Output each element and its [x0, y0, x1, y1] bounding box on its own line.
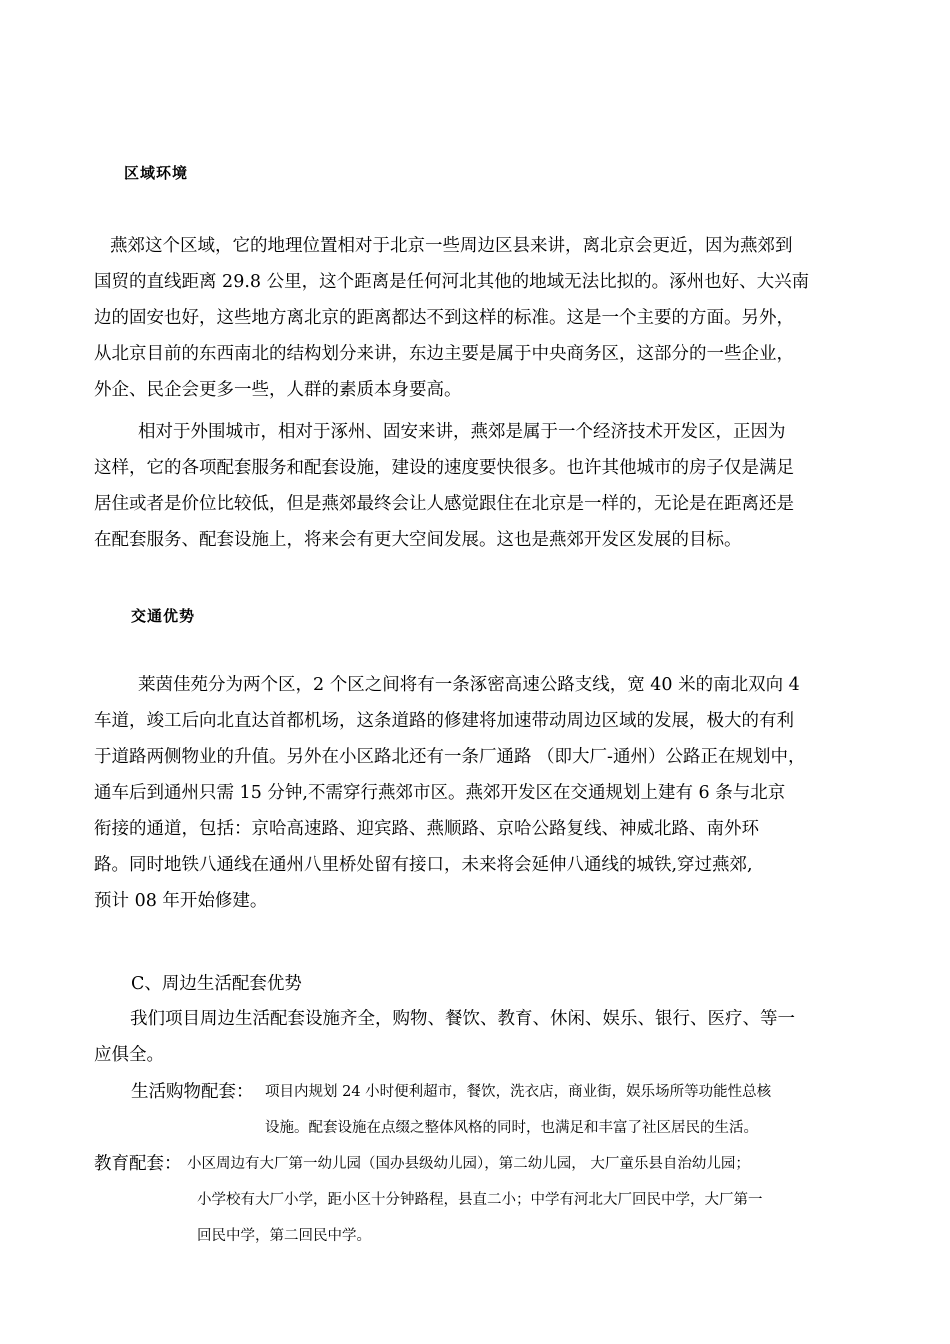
section-heading-region: 区域环境	[124, 164, 189, 182]
section-heading-traffic: 交通优势	[131, 607, 196, 625]
education-line-2: 小学校有大厂小学，距小区十分钟路程，县直二小；中学有河北大厂回民中学，大厂第一	[197, 1192, 763, 1208]
text-line: 边的固安也好，这些地方离北京的距离都达不到这样的标准。这是一个主要的方面。另外，	[94, 308, 794, 328]
text-line: 国贸的直线距离 29.8 公里，这个距离是任何河北其他的地域无法比拟的。涿州也好、大兴南	[94, 272, 810, 292]
text-line: 居住或者是价位比较低，但是燕郊最终会让人感觉跟住在北京是一样的，无论是在距离还是	[94, 494, 794, 514]
text-line: 预计 08 年开始修建。	[94, 891, 268, 911]
text-line: 车道，竣工后向北直达首都机场，这条道路的修建将加速带动周边区域的发展，极大的有利	[94, 711, 794, 731]
shopping-line-2: 设施。配套设施在点缀之整体风格的同时，也满足和丰富了社区居民的生活。	[265, 1120, 758, 1136]
text-line: 燕郊这个区域，它的地理位置相对于北京一些周边区县来讲，离北京会更近，因为燕郊到	[110, 236, 793, 256]
education-label: 教育配套：	[94, 1154, 182, 1174]
text-line: 从北京目前的东西南北的结构划分来讲，东边主要是属于中央商务区，这部分的一些企业，	[94, 344, 794, 364]
text-line: 衔接的通道，包括：京哈高速路、迎宾路、燕顺路、京哈公路复线、神威北路、南外环	[94, 819, 759, 839]
text-line: 通车后到通州只需 15 分钟,不需穿行燕郊市区。燕郊开发区在交通规划上建有 6 条与北京	[94, 783, 786, 803]
shopping-line-1: 项目内规划 24 小时便利超市，餐饮，洗衣店，商业街，娱乐场所等功能性总核	[265, 1084, 772, 1100]
text-line: 莱茵佳苑分为两个区，2 个区之间将有一条涿密高速公路支线，宽 40 米的南北双向 4	[138, 675, 800, 695]
education-line-1: 小区周边有大厂第一幼儿园（国办县级幼儿园），第二幼儿园， 大厂童乐县自治幼儿园；	[187, 1156, 750, 1172]
life-intro-paragraph	[94, 1001, 795, 1073]
text-line: 相对于外围城市，相对于涿州、固安来讲，燕郊是属于一个经济技术开发区，正因为	[138, 422, 786, 442]
text-line: 应俱全。	[94, 1045, 164, 1065]
shopping-label: 生活购物配套：	[131, 1082, 254, 1102]
region-paragraph-1	[94, 228, 809, 408]
section-heading-life: C、周边生活配套优势	[131, 974, 302, 994]
text-line: 我们项目周边生活配套设施齐全，购物、餐饮、教育、休闲、娱乐、银行、医疗、等一	[130, 1009, 795, 1029]
education-line-3: 回民中学，第二回民中学。	[197, 1228, 371, 1244]
region-paragraph-2	[94, 414, 794, 558]
text-line: 外企、民企会更多一些，人群的素质本身要高。	[94, 380, 462, 400]
text-line: 于道路两侧物业的升值。另外在小区路北还有一条厂通路 （即大厂-通州）公路正在规划中，	[94, 747, 806, 767]
text-line: 路。同时地铁八通线在通州八里桥处留有接口，未来将会延伸八通线的城铁,穿过燕郊,	[94, 855, 753, 875]
text-line: 这样，它的各项配套服务和配套设施，建设的速度要快很多。也许其他城市的房子仅是满足	[94, 458, 794, 478]
traffic-paragraph	[94, 667, 805, 919]
text-line: 在配套服务、配套设施上，将来会有更大空间发展。这也是燕郊开发区发展的目标。	[94, 530, 742, 550]
